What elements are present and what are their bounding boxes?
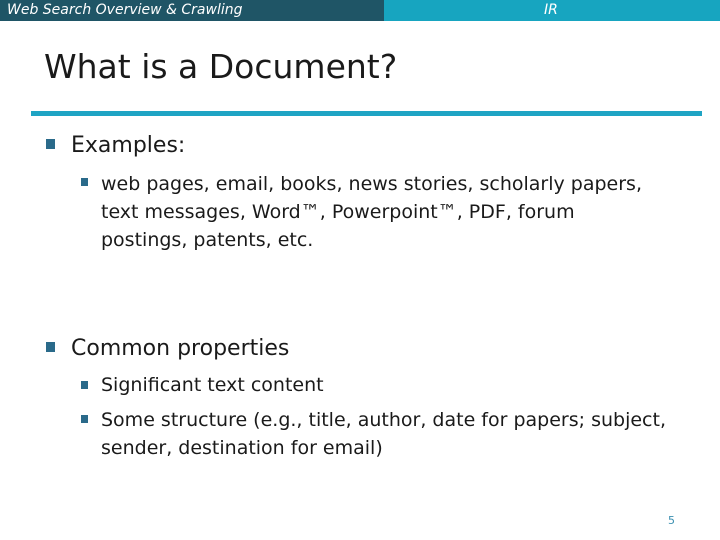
examples-item-line-1: web pages, email, books, news stories, scholarly papers,: [101, 173, 642, 195]
sub-bullet-square-icon: [81, 415, 88, 423]
bullet-square-icon: [46, 139, 55, 149]
header-tag-bar: [384, 0, 720, 21]
examples-item-line-2: text messages, Word™, Powerpoint™, PDF, forum: [101, 201, 575, 223]
page-number: 5: [668, 514, 675, 527]
examples-item-line-3: postings, patents, etc.: [101, 229, 314, 251]
section-heading-common-properties: Common properties: [71, 336, 290, 361]
section-heading-examples: Examples:: [71, 133, 186, 158]
course-tag: IR: [544, 2, 558, 18]
properties-item-2: [101, 406, 706, 462]
course-title: Web Search Overview & Crawling: [7, 2, 243, 18]
sub-bullet-square-icon: [81, 381, 88, 389]
examples-item: [101, 170, 701, 254]
bullet-square-icon: [46, 342, 55, 352]
title-underline: [31, 111, 702, 116]
sub-bullet-square-icon: [81, 178, 88, 186]
header-course-bar: [0, 0, 384, 21]
properties-item-2-line-2: sender, destination for email): [101, 437, 383, 459]
properties-item-2-line-1: Some structure (e.g., title, author, date for papers; subject,: [101, 409, 666, 431]
properties-item-1: [101, 371, 701, 399]
properties-item-1-line-1: Significant text content: [101, 374, 324, 396]
slide-title: What is a Document?: [44, 47, 398, 86]
